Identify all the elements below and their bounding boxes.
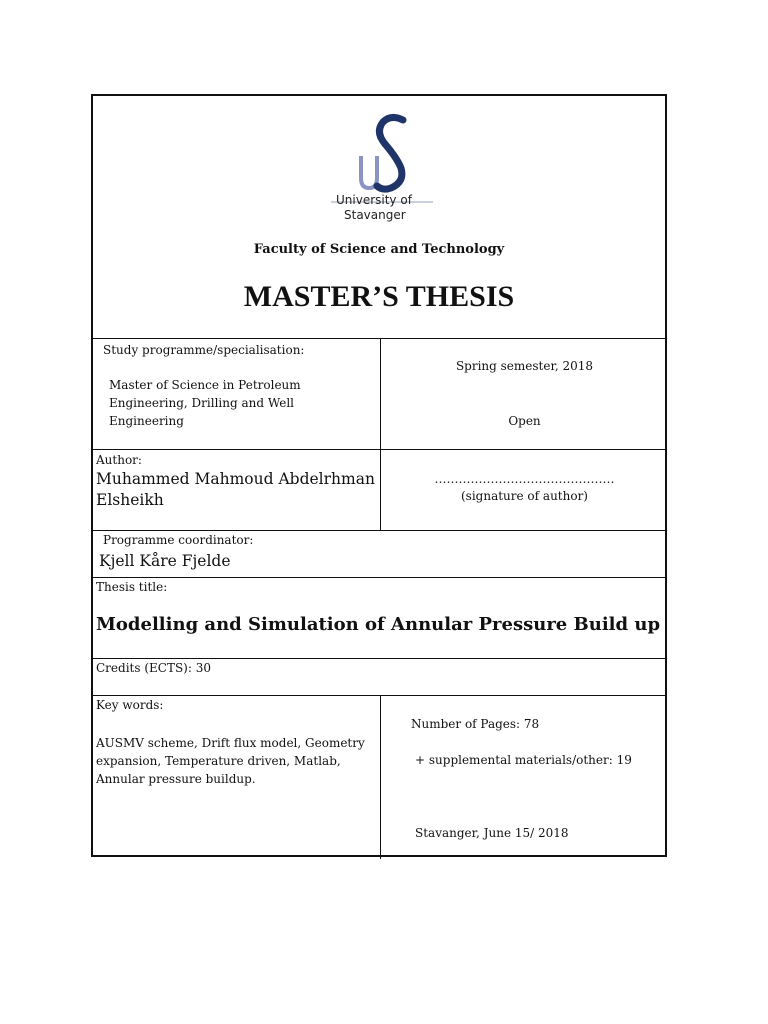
access-status: Open — [508, 414, 541, 428]
study-programme-line3: Engineering — [109, 414, 184, 428]
thesis-title-label: Thesis title: — [96, 580, 168, 594]
supplemental-materials: + supplemental materials/other: 19 — [415, 753, 632, 767]
faculty-name: Faculty of Science and Technology — [253, 242, 505, 257]
number-of-pages: Number of Pages: 78 — [411, 717, 540, 731]
keywords-line2: expansion, Temperature driven, Matlab, — [96, 754, 341, 768]
study-programme-line1: Master of Science in Petroleum — [109, 378, 301, 392]
university-name-line2: Stavanger — [344, 208, 406, 222]
divider — [93, 577, 665, 578]
divider — [93, 338, 665, 339]
coordinator-label: Programme coordinator: — [103, 533, 254, 547]
study-programme-line2: Engineering, Drilling and Well — [109, 396, 294, 410]
semester: Spring semester, 2018 — [455, 359, 594, 373]
place-and-date: Stavanger, June 15/ 2018 — [415, 826, 569, 840]
keywords-line1: AUSMV scheme, Drift flux model, Geometry — [96, 736, 365, 750]
credits-label: Credits (ECTS): — [96, 661, 192, 675]
university-name-line1: University of — [336, 193, 412, 207]
divider — [93, 658, 665, 659]
credits — [96, 661, 211, 675]
author-name-line2: Elsheikh — [96, 491, 164, 509]
coordinator-name: Kjell Kåre Fjelde — [99, 552, 231, 570]
keywords-label: Key words: — [96, 698, 164, 712]
divider — [93, 695, 665, 696]
study-programme-label: Study programme/specialisation: — [103, 343, 305, 357]
document-title: MASTER’S THESIS — [243, 280, 515, 313]
author-label: Author: — [96, 453, 142, 467]
signature-label: (signature of author) — [460, 489, 588, 503]
divider — [93, 449, 665, 450]
divider — [93, 530, 665, 531]
credits-value: 30 — [195, 661, 212, 675]
keywords-line3: Annular pressure buildup. — [96, 772, 256, 786]
thesis-title: Modelling and Simulation of Annular Pressure Build up — [96, 614, 661, 635]
thesis-cover-frame — [91, 94, 667, 857]
signature-line: ……………………………………… — [434, 472, 615, 486]
author-name-line1: Muhammed Mahmoud Abdelrhman — [96, 470, 375, 488]
column-divider — [380, 695, 381, 859]
